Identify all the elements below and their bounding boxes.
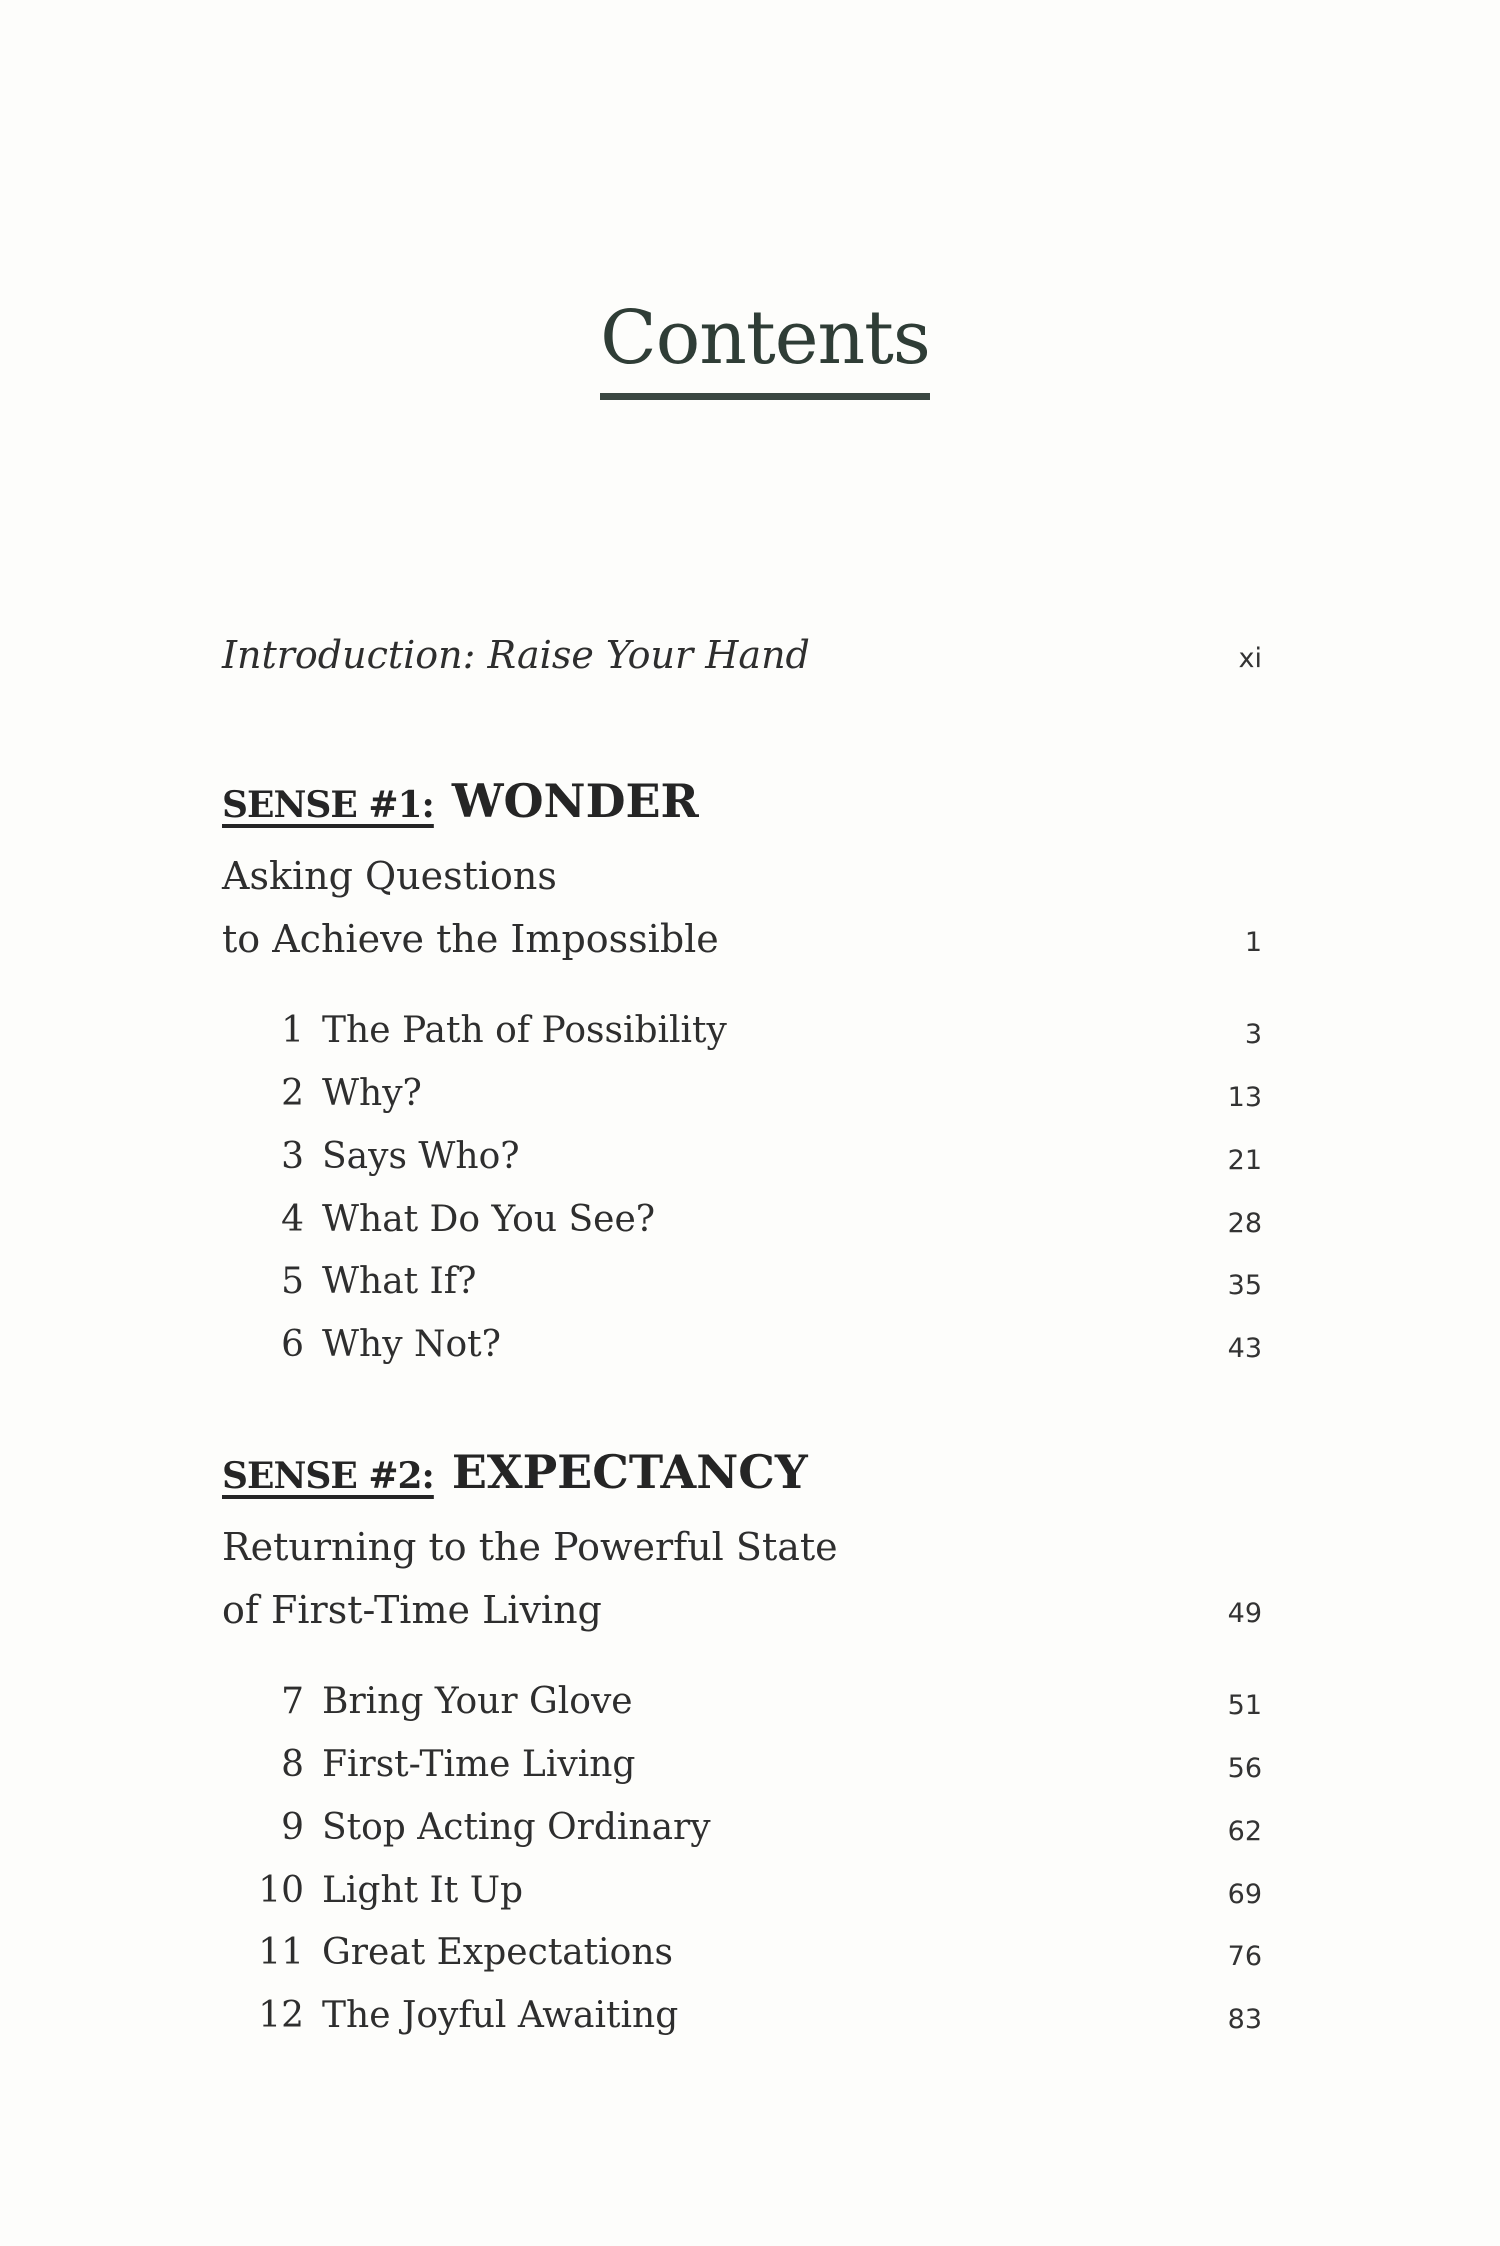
toc-page-number: 21 xyxy=(1227,1145,1262,1176)
section-tag: SENSE #2: xyxy=(222,1455,434,1497)
section-tag: SENSE #1: xyxy=(222,784,434,826)
toc-page-number: xi xyxy=(1238,643,1262,674)
section-subtitle-line-2: of First-Time Living xyxy=(222,1588,602,1632)
chapter-title: Light It Up xyxy=(322,1870,524,1911)
chapter-number: 4 xyxy=(281,1199,304,1240)
toc-entry-introduction[interactable] xyxy=(222,625,1262,685)
section-subtitle-line-1: Returning to the Powerful State xyxy=(222,1525,838,1569)
toc-page-number: 43 xyxy=(1227,1333,1262,1364)
toc-page-number: 69 xyxy=(1227,1879,1262,1910)
toc-entry-section-2[interactable] xyxy=(222,1580,1262,1640)
chapter-number: 8 xyxy=(281,1744,304,1785)
toc-chapter-5[interactable] xyxy=(246,1252,1262,1312)
toc-chapter-6[interactable] xyxy=(246,1315,1262,1375)
chapter-title: Why Not? xyxy=(322,1324,501,1365)
section-subtitle-line-1: Asking Questions xyxy=(222,854,557,898)
page-title: Contents xyxy=(600,295,930,381)
section-name: WONDER xyxy=(451,774,699,828)
toc-page-number: 62 xyxy=(1227,1816,1262,1847)
chapter-number: 3 xyxy=(281,1136,304,1177)
chapter-number: 2 xyxy=(281,1073,304,1114)
chapter-title: The Path of Possibility xyxy=(322,1010,727,1051)
toc-chapter-10[interactable] xyxy=(246,1861,1262,1921)
chapter-number: 10 xyxy=(258,1870,304,1911)
toc-chapter-8[interactable] xyxy=(246,1735,1262,1795)
toc-page-number: 13 xyxy=(1227,1082,1262,1113)
chapter-number: 11 xyxy=(258,1932,304,1973)
toc-page-number: 51 xyxy=(1227,1690,1262,1721)
chapter-title: The Joyful Awaiting xyxy=(322,1995,679,2036)
chapter-number: 1 xyxy=(281,1010,304,1051)
chapter-title: What Do You See? xyxy=(322,1199,656,1240)
toc-chapter-9[interactable] xyxy=(246,1798,1262,1858)
chapter-number: 6 xyxy=(281,1324,304,1365)
toc-page-number: 49 xyxy=(1227,1598,1262,1629)
toc-chapter-11[interactable] xyxy=(246,1923,1262,1983)
chapter-number: 5 xyxy=(281,1261,304,1302)
toc-page-number: 56 xyxy=(1227,1753,1262,1784)
toc-chapter-7[interactable] xyxy=(246,1672,1262,1732)
chapter-number: 7 xyxy=(281,1681,304,1722)
toc-chapter-2[interactable] xyxy=(246,1064,1262,1124)
toc-chapter-1[interactable] xyxy=(246,1001,1262,1061)
toc-entry-label: Introduction: Raise Your Hand xyxy=(222,633,810,677)
chapter-number: 12 xyxy=(258,1995,304,2036)
toc-entry-section-1[interactable] xyxy=(222,909,1262,969)
toc-page-number: 83 xyxy=(1227,2004,1262,2035)
chapter-title: Great Expectations xyxy=(322,1932,673,1973)
chapter-title: What If? xyxy=(322,1261,477,1302)
chapter-title: Why? xyxy=(322,1073,422,1114)
chapter-title: First-Time Living xyxy=(322,1744,636,1785)
toc-page-number: 3 xyxy=(1244,1019,1262,1050)
section-heading-sense-1 xyxy=(222,774,699,844)
toc-page-number: 35 xyxy=(1227,1270,1262,1301)
title-underline xyxy=(600,393,930,400)
chapter-title: Stop Acting Ordinary xyxy=(322,1807,711,1848)
toc-chapter-4[interactable] xyxy=(246,1190,1262,1250)
toc-chapter-3[interactable] xyxy=(246,1127,1262,1187)
toc-chapter-12[interactable] xyxy=(246,1986,1262,2046)
toc-page-number: 1 xyxy=(1244,927,1262,958)
chapter-number: 9 xyxy=(281,1807,304,1848)
section-subtitle-line-2: to Achieve the Impossible xyxy=(222,917,719,961)
section-heading-sense-2 xyxy=(222,1445,808,1515)
toc-page-number: 28 xyxy=(1227,1208,1262,1239)
chapter-title: Bring Your Glove xyxy=(322,1681,633,1722)
section-name: EXPECTANCY xyxy=(451,1445,808,1499)
chapter-title: Says Who? xyxy=(322,1136,520,1177)
toc-page-number: 76 xyxy=(1227,1941,1262,1972)
